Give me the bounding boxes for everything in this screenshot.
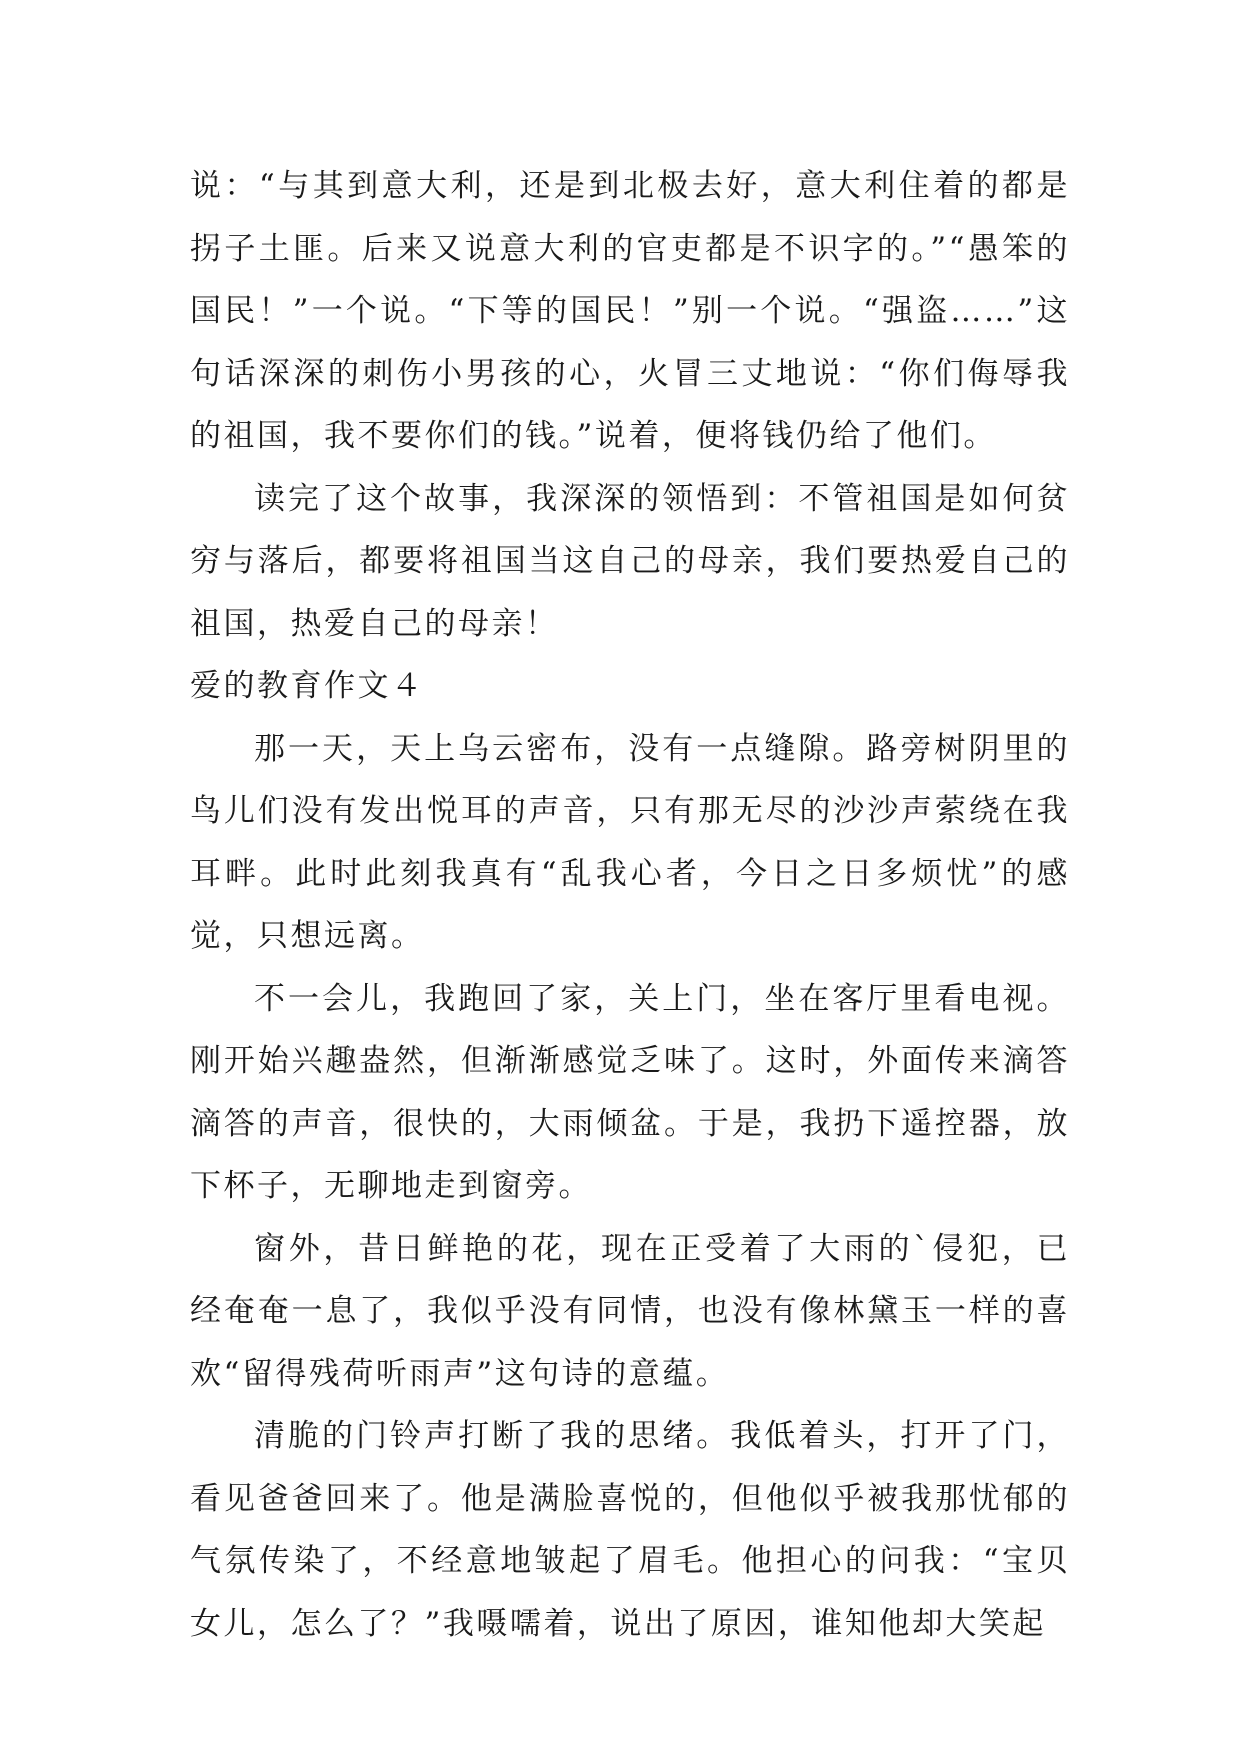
paragraph-3: 窗外，昔日鲜艳的花，现在正受着了大雨的`侵犯，已经奄奄一息了，我似乎没有同情，也没有像林黛玉一样的喜欢“留得残荷听雨声”这句诗的意蕴。 <box>190 1230 1070 1392</box>
document-page <box>190 155 1070 1655</box>
paragraph-continued: 说：“与其到意大利，还是到北极去好，意大利住着的都是拐子土匪。后来又说意大利的官吏都是不识字的。”“愚笨的国民！”一个说。“下等的国民！”别一个说。“强盗……”这句话深深的刺伤小男孩的心，火冒三丈地说：“你们侮辱我的祖国，我不要你们的钱。”说着，便将钱仍给了他们。 <box>190 168 1070 454</box>
paragraph-2: 不一会儿，我跑回了家，关上门，坐在客厅里看电视。刚开始兴趣盎然，但渐渐感觉乏味了。这时，外面传来滴答滴答的声音，很快的，大雨倾盆。于是，我扔下遥控器，放下杯子，无聊地走到窗旁。 <box>190 980 1070 1204</box>
paragraph-1: 那一天，天上乌云密布，没有一点缝隙。路旁树阴里的鸟儿们没有发出悦耳的声音，只有那无尽的沙沙声萦绕在我耳畔。此时此刻我真有“乱我心者，今日之日多烦忧”的感觉，只想远离。 <box>190 730 1070 954</box>
paragraph-conclusion: 读完了这个故事，我深深的领悟到：不管祖国是如何贫穷与落后，都要将祖国当这自己的母亲，我们要热爱自己的祖国，热爱自己的母亲！ <box>190 480 1070 642</box>
paragraph-4: 清脆的门铃声打断了我的思绪。我低着头，打开了门，看见爸爸回来了。他是满脸喜悦的，但他似乎被我那忧郁的气氛传染了，不经意地皱起了眉毛。他担心的问我：“宝贝女儿，怎么了？”我嗫嚅着，说出了原因，谁知他却大笑起 <box>190 1418 1070 1642</box>
section-heading: 爱的教育作文４ <box>190 668 425 704</box>
